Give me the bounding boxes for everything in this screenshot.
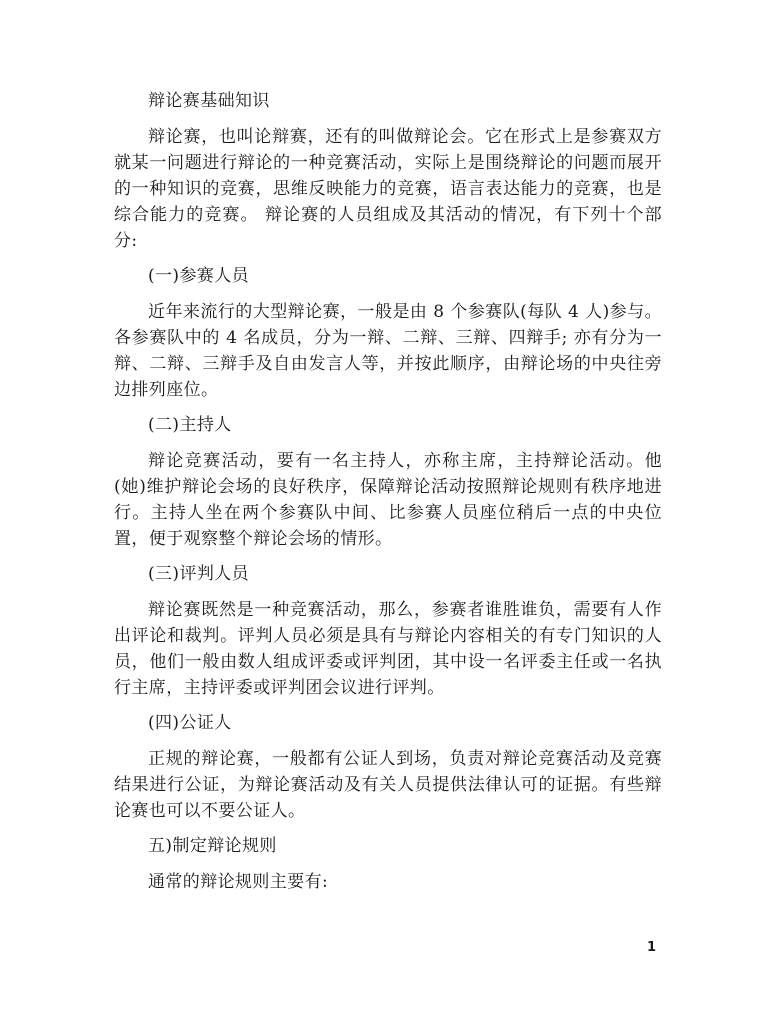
participants-paragraph: 近年来流行的大型辩论赛，一般是由 8 个参赛队(每队 4 人)参与。各参赛队中的 4 名成员，分为一辩、二辩、三辩、四辩手; 亦有分为一辩、二辩、三辩手及自由发言人等，并按此顺序，由辩论场的中央往旁边排列座位。 <box>114 302 662 400</box>
section-heading-participants: (一)参赛人员 <box>148 266 250 286</box>
document-title: 辩论赛基础知识 <box>148 91 270 111</box>
judges-paragraph: 辩论赛既然是一种竞赛活动，那么，参赛者谁胜谁负，需要有人作出评论和裁判。评判人员必须是具有与辩论内容相关的有专门知识的人员，他们一般由数人组成评委或评判团，其中设一名评委主任或一名执行主席，主持评委或评判团会议进行评判。 <box>114 600 662 698</box>
notary-paragraph: 正规的辩论赛，一般都有公证人到场，负责对辩论竞赛活动及竞赛结果进行公证，为辩论赛活动及有关人员提供法律认可的证据。有些辩论赛也可以不要公证人。 <box>114 749 662 821</box>
document-body <box>114 88 662 904</box>
section-heading-judges: (三)评判人员 <box>148 564 250 584</box>
host-paragraph: 辩论竞赛活动，要有一名主持人，亦称主席，主持辩论活动。他(她)维护辩论会场的良好秩序，保障辩论活动按照辩论规则有秩序地进行。主持人坐在两个参赛队中间、比参赛人员座位稍后一点的中央位置，便于观察整个辩论会场的情形。 <box>114 451 662 549</box>
intro-paragraph: 辩论赛，也叫论辩赛，还有的叫做辩论会。它在形式上是参赛双方就某一问题进行辩论的一种竞赛活动，实际上是围绕辩论的问题而展开的一种知识的竞赛，思维反映能力的竞赛，语言表达能力的竞赛，也是综合能力的竞赛。 辩论赛的人员组成及其活动的情况，有下列十个部分: <box>114 127 662 251</box>
section-heading-notary: (四)公证人 <box>148 713 232 733</box>
rules-paragraph: 通常的辩论规则主要有: <box>148 872 329 892</box>
section-heading-rules: 五)制定辩论规则 <box>148 836 277 856</box>
section-heading-host: (二)主持人 <box>148 415 232 435</box>
page-number: 1 <box>646 940 656 955</box>
